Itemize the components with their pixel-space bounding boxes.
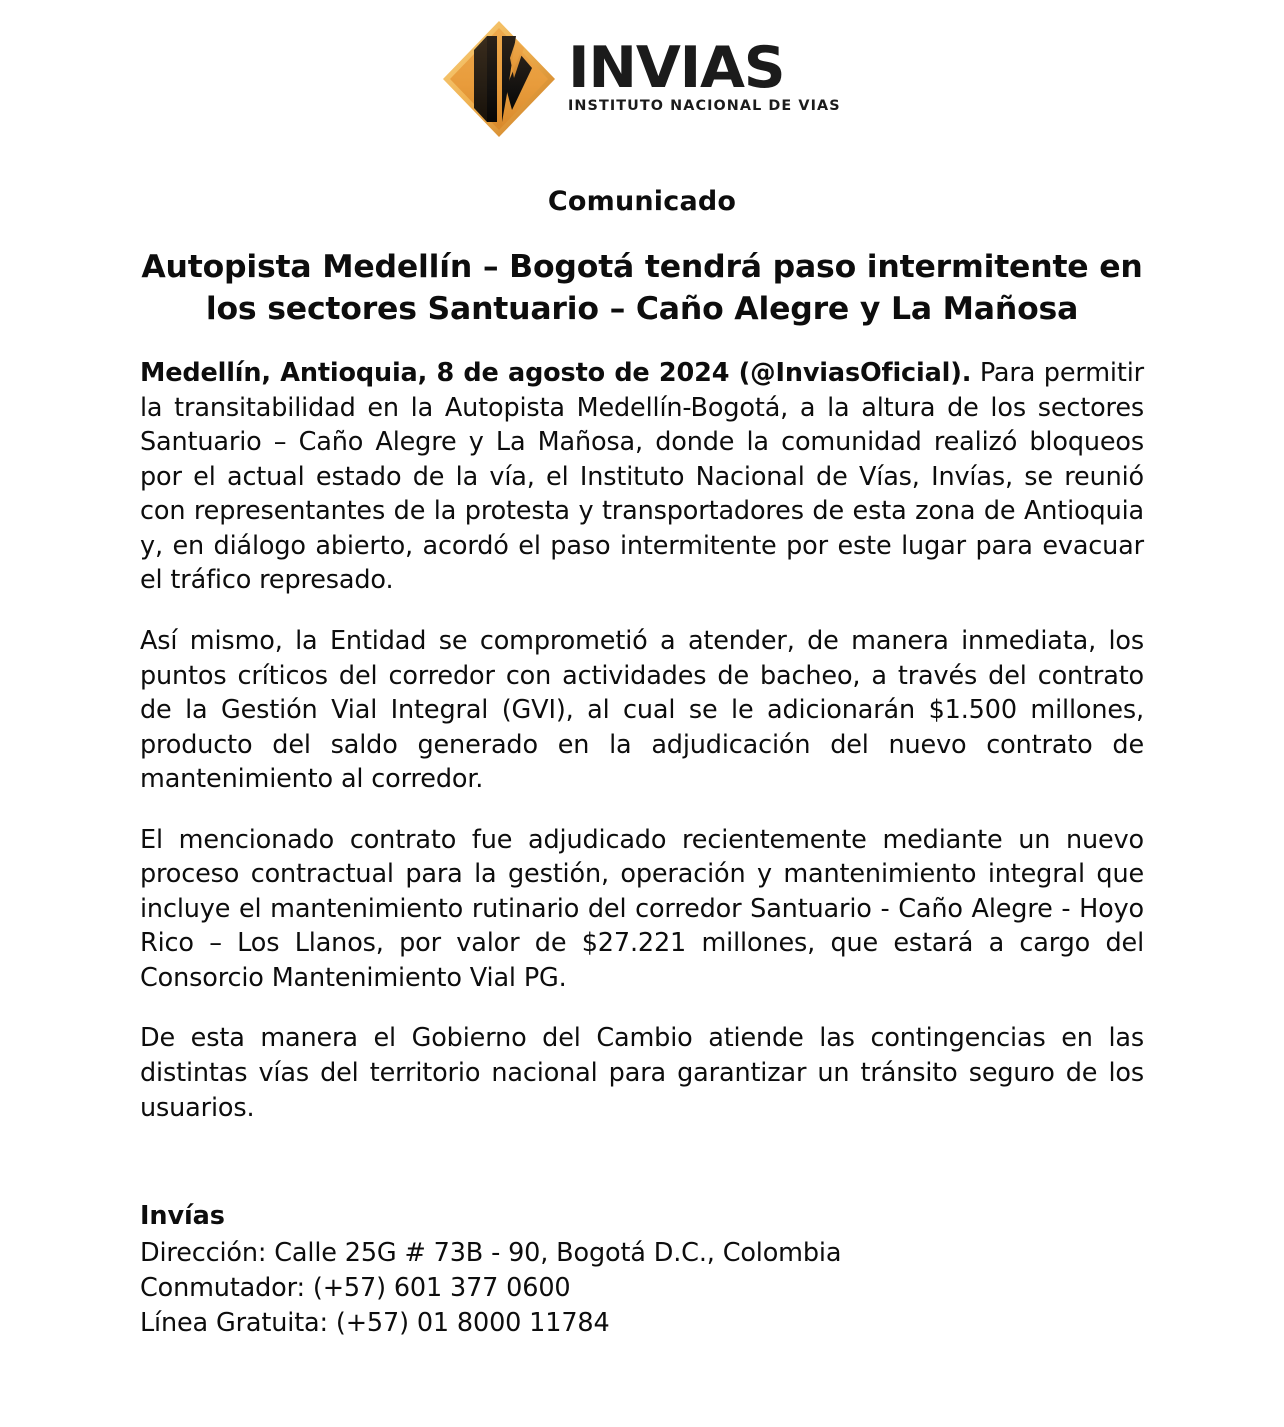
invias-tagline: INSTITUTO NACIONAL DE VIAS [568,97,841,114]
page-title: Autopista Medellín – Bogotá tendrá paso intermitente en los sectores Santuario – Caño Alegre y La Mañosa [141,249,1143,327]
invias-diamond-logo-icon [440,18,558,140]
contact-block [140,1199,1144,1340]
contact-address: Dirección: Calle 25G # 73B - 90, Bogotá D.C., Colombia [140,1237,842,1268]
paragraph-2: Así mismo, la Entidad se comprometió a atender, de manera inmediata, los puntos críticos del corredor con actividades de bacheo, a través del contrato de la Gestión Vial Integral (GVI), al cual se le adicionarán $1.500 millones, producto del saldo generado en la adjudicación del nuevo contrato de mantenimiento al corredor. [140,625,1144,795]
contact-organization: Invías [140,1201,225,1232]
invias-logo-lockup [440,18,843,140]
contact-switchboard: Conmutador: (+57) 601 377 0600 [140,1272,571,1303]
contact-toll-free: Línea Gratuita: (+57) 01 8000 11784 [140,1307,610,1338]
document-header [0,0,1284,150]
paragraph-1-text: Para permitir la transitabilidad en la Autopista Medellín-Bogotá, a la altura de los sectores Santuario – Caño Alegre y La Mañosa, donde la comunidad realizó bloqueos por el actual estado de la vía, el Instituto Nacional de Vías, Invías, se reunió con representantes de la protesta y transportadores de esta zona de Antioquia y, en diálogo abierto, acordó el paso intermitente por este lugar para evacuar el tráfico represado. [140,358,1144,596]
press-release-content [140,356,1144,1125]
document-kicker: Comunicado [547,186,737,217]
document-body [0,186,1284,1341]
dateline: Medellín, Antioquia, 8 de agosto de 2024 (@InviasOficial). [140,358,972,389]
paragraph-3: El mencionado contrato fue adjudicado recientemente mediante un nuevo proceso contractual para la gestión, operación y mantenimiento integral que incluye el mantenimiento rutinario del corredor Santuario - Caño Alegre - Hoyo Rico – Los Llanos, por valor de $27.221 millones, que estará a cargo del Consorcio Mantenimiento Vial PG. [140,824,1144,993]
invias-name: INVIAS [568,35,785,102]
paragraph-4: De esta manera el Gobierno del Cambio atiende las contingencias en las distintas vías del territorio nacional para garantizar un tránsito seguro de los usuarios. [140,1023,1144,1123]
paragraph-1 [140,356,1144,598]
invias-wordmark [568,35,843,115]
